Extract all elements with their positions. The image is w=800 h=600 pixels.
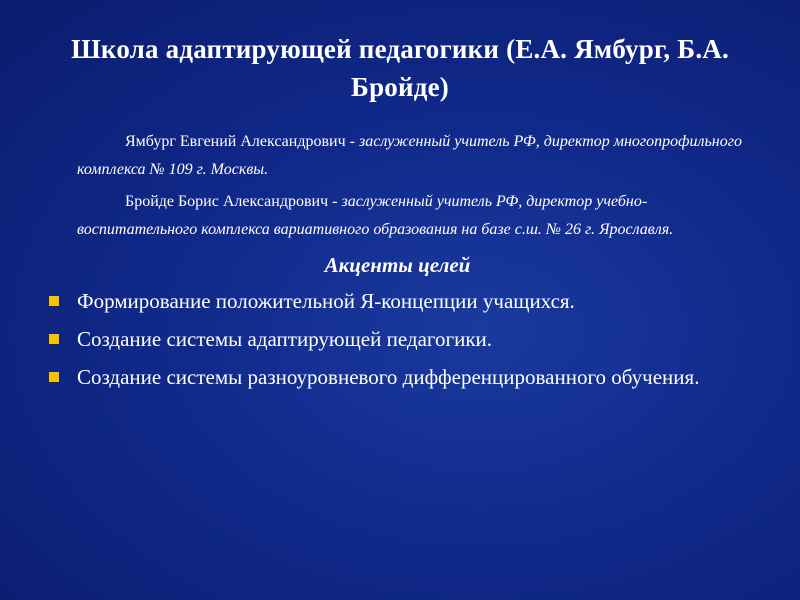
square-bullet-icon <box>49 296 59 306</box>
person-description: заслуженный учитель РФ, директор учебно-воспитательного комплекса вариативного образования на базе с.ш. № 26 г. Ярославля. <box>77 193 674 238</box>
person-name: Бройде Борис Александрович - <box>125 193 342 210</box>
person-paragraph-1 <box>45 128 750 184</box>
person-name: Ямбург Евгений Александрович - <box>125 133 359 150</box>
list-item <box>45 362 750 392</box>
person-description: заслуженный учитель РФ, директор многопрофильного комплекса № 109 г. Москвы. <box>77 133 742 178</box>
slide-title: Школа адаптирующей педагогики (Е.А. Ямбург, Б.А. Бройде) <box>71 34 729 102</box>
goal-text: Формирование положительной Я-концепции учащихся. <box>77 289 575 313</box>
person-paragraph-2 <box>45 188 750 244</box>
goal-text: Создание системы адаптирующей педагогики. <box>77 327 493 351</box>
goals-heading: Акценты целей <box>324 253 471 277</box>
goal-text: Создание системы разноуровневого дифференцированного обучения. <box>77 365 700 389</box>
goals-list <box>45 286 750 392</box>
slide-body <box>45 128 750 400</box>
list-item <box>45 324 750 354</box>
square-bullet-icon <box>49 334 59 344</box>
square-bullet-icon <box>49 372 59 382</box>
list-item <box>45 286 750 316</box>
